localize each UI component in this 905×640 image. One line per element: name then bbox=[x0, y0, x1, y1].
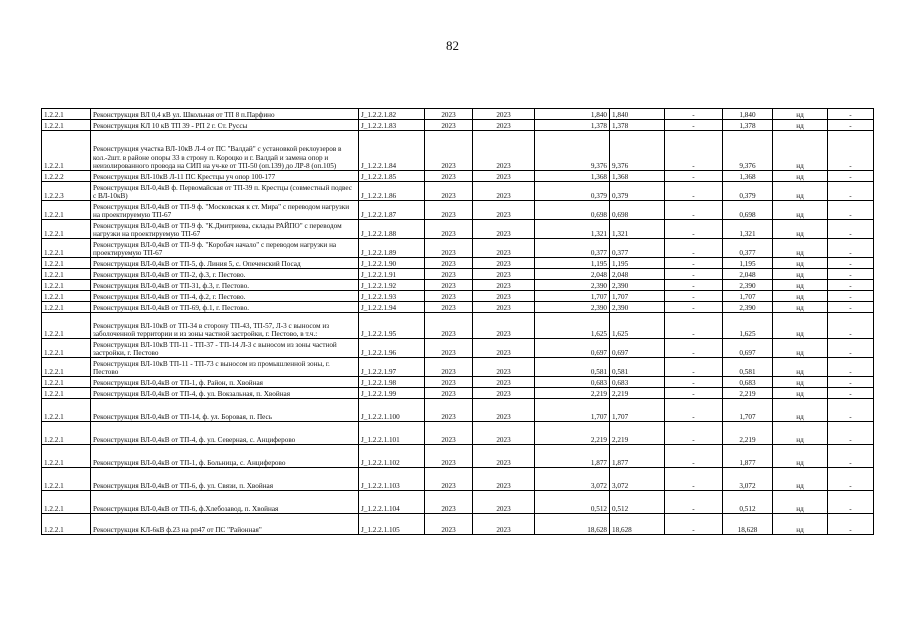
row-year-end: 2023 bbox=[473, 258, 535, 269]
row-code: 1.2.2.1 bbox=[42, 377, 91, 388]
row-name: Реконструкция ВЛ-0,4кВ ф. Первомайская от ТП-39 п. Крестцы (совместный подвес с ВЛ-10кВ) bbox=[91, 182, 359, 201]
row-code: 1.2.2.2 bbox=[42, 171, 91, 182]
row-nd: нд bbox=[773, 468, 828, 491]
row-value-plan: 0,377 bbox=[535, 239, 610, 258]
row-value-b: 2,390 bbox=[723, 302, 773, 313]
row-name: Реконструкция ВЛ-0,4кВ от ТП-5, ф. Линия 5, с. Опеченский Посад bbox=[91, 258, 359, 269]
row-value-a: 2,390 bbox=[610, 302, 665, 313]
row-code: 1.2.2.1 bbox=[42, 120, 91, 131]
row-value-plan: 0,512 bbox=[535, 491, 610, 514]
row-name: Реконструкция ВЛ-0,4кВ от ТП-9 ф. "Московская к ст. Мира" с переводом нагрузки на проектируемую ТП-67 bbox=[91, 201, 359, 220]
table-row bbox=[42, 388, 874, 399]
row-dash: - bbox=[665, 358, 723, 377]
row-year-start: 2023 bbox=[425, 239, 473, 258]
row-year-start: 2023 bbox=[425, 201, 473, 220]
row-nd: нд bbox=[773, 422, 828, 445]
row-code: 1.2.2.1 bbox=[42, 339, 91, 358]
row-end-dash: - bbox=[828, 422, 874, 445]
row-code: 1.2.2.1 bbox=[42, 269, 91, 280]
row-year-start: 2023 bbox=[425, 131, 473, 171]
row-id: J_1.2.2.1.91 bbox=[359, 269, 425, 280]
row-nd: нд bbox=[773, 514, 828, 535]
row-end-dash: - bbox=[828, 201, 874, 220]
row-value-plan: 18,628 bbox=[535, 514, 610, 535]
row-id: J_1.2.2.1.96 bbox=[359, 339, 425, 358]
row-nd: нд bbox=[773, 358, 828, 377]
row-year-start: 2023 bbox=[425, 445, 473, 468]
row-value-b: 1,321 bbox=[723, 220, 773, 239]
table-row bbox=[42, 422, 874, 445]
row-nd: нд bbox=[773, 258, 828, 269]
row-value-b: 0,698 bbox=[723, 201, 773, 220]
row-nd: нд bbox=[773, 388, 828, 399]
row-id: J_1.2.2.1.95 bbox=[359, 313, 425, 339]
row-end-dash: - bbox=[828, 468, 874, 491]
row-year-end: 2023 bbox=[473, 182, 535, 201]
row-code: 1.2.2.1 bbox=[42, 358, 91, 377]
row-code: 1.2.2.1 bbox=[42, 109, 91, 120]
row-year-end: 2023 bbox=[473, 109, 535, 120]
row-value-a: 1,840 bbox=[610, 109, 665, 120]
row-end-dash: - bbox=[828, 239, 874, 258]
page-number: 82 bbox=[446, 38, 459, 53]
row-year-end: 2023 bbox=[473, 280, 535, 291]
row-name: Реконструкция ВЛ-0,4кВ от ТП-1, ф. Больница, с. Анциферово bbox=[91, 445, 359, 468]
row-year-end: 2023 bbox=[473, 171, 535, 182]
row-id: J_1.2.2.1.87 bbox=[359, 201, 425, 220]
row-name: Реконструкция участка ВЛ-10кВ Л-4 от ПС "Валдай" с установкой реклоузеров в кол.-2шт. в районе опоры 33 в строну п. Короцко и г. Валдай и замена опор и неизолированного провода на СИП на уч-ке от ТП-50 (оп.139) до ЛР-8 (оп.105) bbox=[91, 131, 359, 171]
row-id: J_1.2.2.1.102 bbox=[359, 445, 425, 468]
row-nd: нд bbox=[773, 339, 828, 358]
row-value-b: 2,219 bbox=[723, 422, 773, 445]
row-value-b: 0,512 bbox=[723, 491, 773, 514]
row-value-a: 1,378 bbox=[610, 120, 665, 131]
table-row bbox=[42, 131, 874, 171]
row-year-start: 2023 bbox=[425, 182, 473, 201]
row-year-start: 2023 bbox=[425, 280, 473, 291]
row-name: Реконструкция ВЛ-0,4кВ от ТП-31, ф.3, г. Пестово. bbox=[91, 280, 359, 291]
row-value-a: 0,581 bbox=[610, 358, 665, 377]
row-dash: - bbox=[665, 182, 723, 201]
row-dash: - bbox=[665, 258, 723, 269]
row-end-dash: - bbox=[828, 302, 874, 313]
row-end-dash: - bbox=[828, 120, 874, 131]
row-nd: нд bbox=[773, 280, 828, 291]
row-code: 1.2.2.1 bbox=[42, 258, 91, 269]
row-value-a: 0,512 bbox=[610, 491, 665, 514]
row-value-a: 1,195 bbox=[610, 258, 665, 269]
row-year-end: 2023 bbox=[473, 220, 535, 239]
row-id: J_1.2.2.1.101 bbox=[359, 422, 425, 445]
row-year-start: 2023 bbox=[425, 220, 473, 239]
row-end-dash: - bbox=[828, 291, 874, 302]
row-value-a: 0,379 bbox=[610, 182, 665, 201]
row-value-plan: 0,697 bbox=[535, 339, 610, 358]
row-dash: - bbox=[665, 109, 723, 120]
row-nd: нд bbox=[773, 445, 828, 468]
row-value-b: 1,877 bbox=[723, 445, 773, 468]
row-value-plan: 1,625 bbox=[535, 313, 610, 339]
row-value-plan: 1,840 bbox=[535, 109, 610, 120]
row-dash: - bbox=[665, 220, 723, 239]
row-id: J_1.2.2.1.103 bbox=[359, 468, 425, 491]
row-code: 1.2.2.1 bbox=[42, 291, 91, 302]
row-value-b: 3,072 bbox=[723, 468, 773, 491]
row-name: Реконструкция ВЛ-0,4кВ от ТП-14, ф. ул. Боровая, п. Песь bbox=[91, 399, 359, 422]
row-value-a: 2,390 bbox=[610, 280, 665, 291]
row-id: J_1.2.2.1.83 bbox=[359, 120, 425, 131]
row-year-start: 2023 bbox=[425, 313, 473, 339]
row-id: J_1.2.2.1.90 bbox=[359, 258, 425, 269]
row-end-dash: - bbox=[828, 377, 874, 388]
row-end-dash: - bbox=[828, 388, 874, 399]
row-nd: нд bbox=[773, 399, 828, 422]
row-year-start: 2023 bbox=[425, 491, 473, 514]
row-end-dash: - bbox=[828, 445, 874, 468]
table-row bbox=[42, 280, 874, 291]
table-row bbox=[42, 171, 874, 182]
row-value-b: 1,707 bbox=[723, 291, 773, 302]
row-year-start: 2023 bbox=[425, 388, 473, 399]
row-value-plan: 3,072 bbox=[535, 468, 610, 491]
row-end-dash: - bbox=[828, 220, 874, 239]
table-row bbox=[42, 468, 874, 491]
row-code: 1.2.2.1 bbox=[42, 280, 91, 291]
table-row bbox=[42, 291, 874, 302]
row-year-start: 2023 bbox=[425, 291, 473, 302]
table-row bbox=[42, 445, 874, 468]
row-year-end: 2023 bbox=[473, 239, 535, 258]
row-name: Реконструкция ВЛ-10кВ Л-11 ПС Крестцы уч опор 100-177 bbox=[91, 171, 359, 182]
row-value-plan: 1,368 bbox=[535, 171, 610, 182]
row-value-b: 9,376 bbox=[723, 131, 773, 171]
row-dash: - bbox=[665, 422, 723, 445]
row-nd: нд bbox=[773, 109, 828, 120]
row-id: J_1.2.2.1.82 bbox=[359, 109, 425, 120]
row-year-end: 2023 bbox=[473, 313, 535, 339]
row-value-a: 2,219 bbox=[610, 388, 665, 399]
row-value-a: 1,368 bbox=[610, 171, 665, 182]
table-row bbox=[42, 182, 874, 201]
row-value-plan: 2,219 bbox=[535, 422, 610, 445]
row-value-b: 2,219 bbox=[723, 388, 773, 399]
row-value-plan: 2,219 bbox=[535, 388, 610, 399]
row-value-b: 2,048 bbox=[723, 269, 773, 280]
row-nd: нд bbox=[773, 201, 828, 220]
row-value-b: 1,368 bbox=[723, 171, 773, 182]
row-year-end: 2023 bbox=[473, 302, 535, 313]
row-value-b: 0,697 bbox=[723, 339, 773, 358]
table-row bbox=[42, 220, 874, 239]
row-nd: нд bbox=[773, 120, 828, 131]
row-end-dash: - bbox=[828, 399, 874, 422]
row-value-b: 0,377 bbox=[723, 239, 773, 258]
row-value-a: 1,707 bbox=[610, 399, 665, 422]
row-name: Реконструкция ВЛ 0,4 кВ ул. Школьная от ТП 8 п.Парфино bbox=[91, 109, 359, 120]
row-year-end: 2023 bbox=[473, 120, 535, 131]
row-nd: нд bbox=[773, 291, 828, 302]
row-value-b: 18,628 bbox=[723, 514, 773, 535]
row-year-end: 2023 bbox=[473, 377, 535, 388]
row-value-plan: 0,683 bbox=[535, 377, 610, 388]
row-value-plan: 1,195 bbox=[535, 258, 610, 269]
row-end-dash: - bbox=[828, 131, 874, 171]
row-year-start: 2023 bbox=[425, 120, 473, 131]
row-end-dash: - bbox=[828, 280, 874, 291]
row-name: Реконструкция ВЛ-10кВ ТП-11 - ТП-37 - ТП-14 Л-3 с выносом из зоны частной застройки, г. Пестово bbox=[91, 339, 359, 358]
row-nd: нд bbox=[773, 313, 828, 339]
row-value-b: 2,390 bbox=[723, 280, 773, 291]
row-value-plan: 1,707 bbox=[535, 399, 610, 422]
row-year-end: 2023 bbox=[473, 388, 535, 399]
row-value-plan: 1,877 bbox=[535, 445, 610, 468]
row-id: J_1.2.2.1.93 bbox=[359, 291, 425, 302]
row-name: Реконструкция ВЛ-0,4кВ от ТП-6, ф.Хлебозавод, п. Хвойная bbox=[91, 491, 359, 514]
row-value-plan: 0,581 bbox=[535, 358, 610, 377]
row-name: Реконструкция ВЛ-0,4кВ от ТП-4, ф. ул. Вокзальная, п. Хвойная bbox=[91, 388, 359, 399]
row-value-b: 0,683 bbox=[723, 377, 773, 388]
row-value-a: 2,048 bbox=[610, 269, 665, 280]
table-row bbox=[42, 239, 874, 258]
row-id: J_1.2.2.1.105 bbox=[359, 514, 425, 535]
row-value-plan: 0,379 bbox=[535, 182, 610, 201]
row-code: 1.2.2.1 bbox=[42, 302, 91, 313]
row-year-end: 2023 bbox=[473, 339, 535, 358]
row-id: J_1.2.2.1.88 bbox=[359, 220, 425, 239]
row-id: J_1.2.2.1.89 bbox=[359, 239, 425, 258]
row-dash: - bbox=[665, 302, 723, 313]
row-value-plan: 2,390 bbox=[535, 280, 610, 291]
row-value-b: 1,707 bbox=[723, 399, 773, 422]
row-name: Реконструкция ВЛ-0,4кВ от ТП-9 ф. "К.Дмитриева, склады РАЙПО" с переводом нагрузки на проектируемую ТП-67 bbox=[91, 220, 359, 239]
row-value-a: 0,683 bbox=[610, 377, 665, 388]
row-value-plan: 1,707 bbox=[535, 291, 610, 302]
row-nd: нд bbox=[773, 491, 828, 514]
row-dash: - bbox=[665, 339, 723, 358]
row-year-start: 2023 bbox=[425, 422, 473, 445]
row-dash: - bbox=[665, 120, 723, 131]
row-id: J_1.2.2.1.94 bbox=[359, 302, 425, 313]
row-code: 1.2.2.1 bbox=[42, 239, 91, 258]
projects-table bbox=[41, 108, 874, 535]
row-value-a: 1,707 bbox=[610, 291, 665, 302]
row-id: J_1.2.2.1.86 bbox=[359, 182, 425, 201]
row-end-dash: - bbox=[828, 514, 874, 535]
row-id: J_1.2.2.1.97 bbox=[359, 358, 425, 377]
row-name: Реконструкция ВЛ-0,4кВ от ТП-6, ф. ул. Связи, п. Хвойная bbox=[91, 468, 359, 491]
row-nd: нд bbox=[773, 239, 828, 258]
row-name: Реконструкция ВЛ-0,4кВ от ТП-1, ф. Район, п. Хвойная bbox=[91, 377, 359, 388]
row-dash: - bbox=[665, 491, 723, 514]
row-year-start: 2023 bbox=[425, 377, 473, 388]
row-year-end: 2023 bbox=[473, 491, 535, 514]
row-year-end: 2023 bbox=[473, 399, 535, 422]
row-code: 1.2.2.1 bbox=[42, 388, 91, 399]
row-name: Реконструкция ВЛ-0,4кВ от ТП-69, ф.1, г. Пестово. bbox=[91, 302, 359, 313]
row-dash: - bbox=[665, 468, 723, 491]
row-nd: нд bbox=[773, 269, 828, 280]
row-end-dash: - bbox=[828, 491, 874, 514]
row-name: Реконструкция КЛ 10 кВ ТП 39 - РП 2 г. Ст. Руссы bbox=[91, 120, 359, 131]
row-id: J_1.2.2.1.99 bbox=[359, 388, 425, 399]
row-year-start: 2023 bbox=[425, 258, 473, 269]
row-year-end: 2023 bbox=[473, 422, 535, 445]
row-value-b: 1,378 bbox=[723, 120, 773, 131]
row-value-a: 1,625 bbox=[610, 313, 665, 339]
row-nd: нд bbox=[773, 302, 828, 313]
row-nd: нд bbox=[773, 220, 828, 239]
row-value-a: 9,376 bbox=[610, 131, 665, 171]
row-code: 1.2.2.1 bbox=[42, 313, 91, 339]
row-value-b: 1,195 bbox=[723, 258, 773, 269]
row-id: J_1.2.2.1.92 bbox=[359, 280, 425, 291]
row-code: 1.2.2.1 bbox=[42, 468, 91, 491]
row-code: 1.2.2.1 bbox=[42, 514, 91, 535]
row-year-start: 2023 bbox=[425, 339, 473, 358]
row-end-dash: - bbox=[828, 358, 874, 377]
table-body bbox=[42, 109, 874, 535]
table-row bbox=[42, 269, 874, 280]
row-code: 1.2.2.1 bbox=[42, 201, 91, 220]
row-dash: - bbox=[665, 388, 723, 399]
row-value-plan: 2,048 bbox=[535, 269, 610, 280]
row-name: Реконструкция ВЛ-10кВ ТП-11 - ТП-73 с выносом из промышленной зоны, г. Пестово bbox=[91, 358, 359, 377]
row-year-start: 2023 bbox=[425, 109, 473, 120]
row-code: 1.2.2.3 bbox=[42, 182, 91, 201]
table-row bbox=[42, 109, 874, 120]
row-code: 1.2.2.1 bbox=[42, 220, 91, 239]
row-year-start: 2023 bbox=[425, 514, 473, 535]
table-row bbox=[42, 313, 874, 339]
row-year-end: 2023 bbox=[473, 445, 535, 468]
row-value-a: 0,698 bbox=[610, 201, 665, 220]
table-row bbox=[42, 258, 874, 269]
row-name: Реконструкция ВЛ-0,4кВ от ТП-4, ф.2, г. Пестово. bbox=[91, 291, 359, 302]
row-nd: нд bbox=[773, 377, 828, 388]
row-end-dash: - bbox=[828, 171, 874, 182]
row-dash: - bbox=[665, 313, 723, 339]
row-nd: нд bbox=[773, 182, 828, 201]
row-nd: нд bbox=[773, 171, 828, 182]
table-row bbox=[42, 201, 874, 220]
table-row bbox=[42, 358, 874, 377]
row-end-dash: - bbox=[828, 313, 874, 339]
row-year-start: 2023 bbox=[425, 468, 473, 491]
row-value-plan: 0,698 bbox=[535, 201, 610, 220]
row-name: Реконструкция КЛ-6кВ ф.23 на рп47 от ПС "Районная" bbox=[91, 514, 359, 535]
row-end-dash: - bbox=[828, 258, 874, 269]
row-year-end: 2023 bbox=[473, 201, 535, 220]
row-value-b: 0,379 bbox=[723, 182, 773, 201]
row-value-plan: 9,376 bbox=[535, 131, 610, 171]
row-id: J_1.2.2.1.104 bbox=[359, 491, 425, 514]
row-code: 1.2.2.1 bbox=[42, 399, 91, 422]
row-year-end: 2023 bbox=[473, 269, 535, 280]
row-end-dash: - bbox=[828, 182, 874, 201]
row-dash: - bbox=[665, 445, 723, 468]
row-year-start: 2023 bbox=[425, 269, 473, 280]
row-value-a: 1,321 bbox=[610, 220, 665, 239]
row-name: Реконструкция ВЛ-10кВ от ТП-34 в сторону ТП-43, ТП-57, Л-3 с выносом из заболоченной территории и из зоны частной застройки, г. Пестово, в т.ч.: bbox=[91, 313, 359, 339]
row-year-end: 2023 bbox=[473, 468, 535, 491]
table-row bbox=[42, 491, 874, 514]
row-year-start: 2023 bbox=[425, 171, 473, 182]
row-dash: - bbox=[665, 514, 723, 535]
row-value-a: 0,697 bbox=[610, 339, 665, 358]
row-value-a: 2,219 bbox=[610, 422, 665, 445]
row-year-end: 2023 bbox=[473, 131, 535, 171]
row-code: 1.2.2.1 bbox=[42, 422, 91, 445]
row-end-dash: - bbox=[828, 109, 874, 120]
row-code: 1.2.2.1 bbox=[42, 445, 91, 468]
row-id: J_1.2.2.1.98 bbox=[359, 377, 425, 388]
row-year-start: 2023 bbox=[425, 358, 473, 377]
row-id: J_1.2.2.1.100 bbox=[359, 399, 425, 422]
row-dash: - bbox=[665, 131, 723, 171]
row-dash: - bbox=[665, 377, 723, 388]
table-row bbox=[42, 339, 874, 358]
row-id: J_1.2.2.1.84 bbox=[359, 131, 425, 171]
row-value-a: 18,628 bbox=[610, 514, 665, 535]
table-row bbox=[42, 302, 874, 313]
row-dash: - bbox=[665, 239, 723, 258]
row-dash: - bbox=[665, 291, 723, 302]
row-name: Реконструкция ВЛ-0,4кВ от ТП-9 ф. "Коробач начало" с переводом нагрузки на проектируемую ТП-67 bbox=[91, 239, 359, 258]
table-row bbox=[42, 377, 874, 388]
row-name: Реконструкция ВЛ-0,4кВ от ТП-4, ф. ул. Северная, с. Анциферово bbox=[91, 422, 359, 445]
row-name: Реконструкция ВЛ-0,4кВ от ТП-2, ф.3, г. Пестово. bbox=[91, 269, 359, 280]
row-value-b: 1,840 bbox=[723, 109, 773, 120]
row-code: 1.2.2.1 bbox=[42, 491, 91, 514]
row-dash: - bbox=[665, 280, 723, 291]
row-value-a: 1,877 bbox=[610, 445, 665, 468]
row-value-plan: 1,378 bbox=[535, 120, 610, 131]
row-value-b: 0,581 bbox=[723, 358, 773, 377]
table-row bbox=[42, 514, 874, 535]
table-row bbox=[42, 120, 874, 131]
row-dash: - bbox=[665, 171, 723, 182]
row-value-b: 1,625 bbox=[723, 313, 773, 339]
row-end-dash: - bbox=[828, 269, 874, 280]
row-year-start: 2023 bbox=[425, 302, 473, 313]
row-value-a: 3,072 bbox=[610, 468, 665, 491]
row-code: 1.2.2.1 bbox=[42, 131, 91, 171]
row-dash: - bbox=[665, 399, 723, 422]
row-end-dash: - bbox=[828, 339, 874, 358]
row-value-plan: 1,321 bbox=[535, 220, 610, 239]
row-year-start: 2023 bbox=[425, 399, 473, 422]
row-year-end: 2023 bbox=[473, 291, 535, 302]
table-row bbox=[42, 399, 874, 422]
row-year-end: 2023 bbox=[473, 514, 535, 535]
row-nd: нд bbox=[773, 131, 828, 171]
row-dash: - bbox=[665, 269, 723, 280]
row-id: J_1.2.2.1.85 bbox=[359, 171, 425, 182]
row-value-plan: 2,390 bbox=[535, 302, 610, 313]
row-value-a: 0,377 bbox=[610, 239, 665, 258]
row-dash: - bbox=[665, 201, 723, 220]
row-year-end: 2023 bbox=[473, 358, 535, 377]
